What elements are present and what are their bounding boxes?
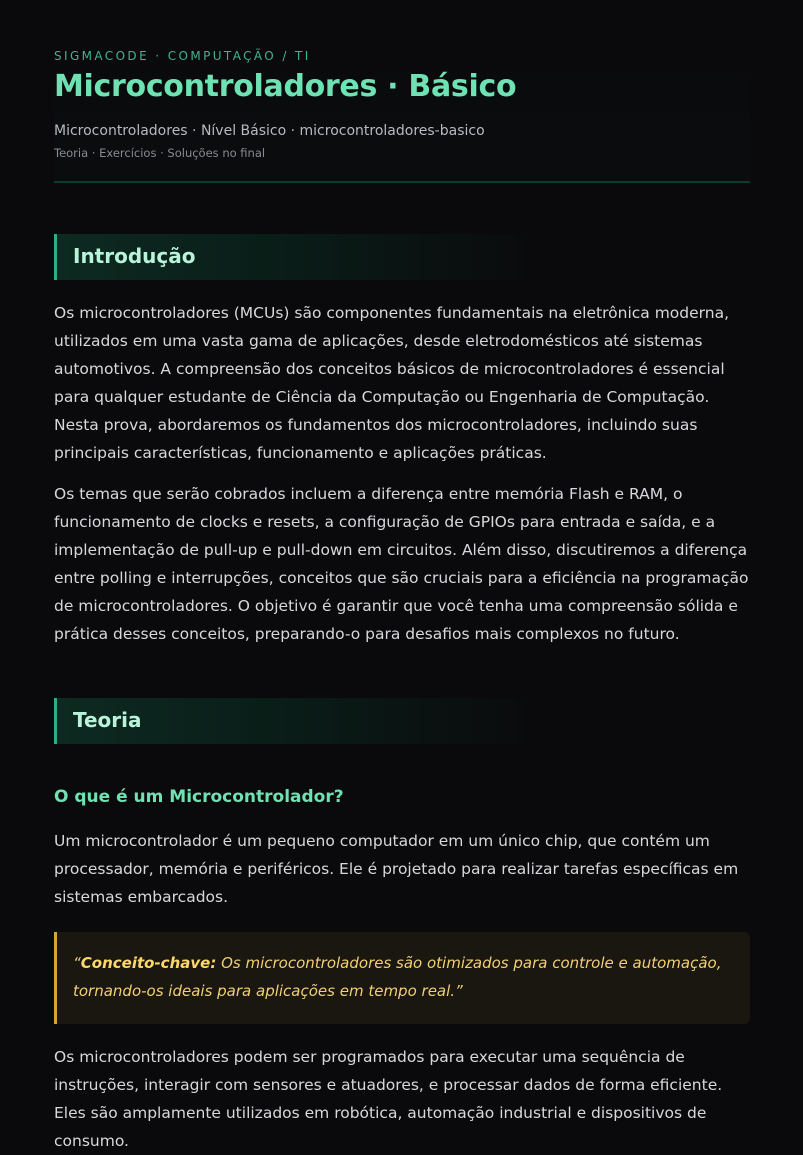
section-header-teoria — [54, 698, 534, 744]
callout-close-quote: ” — [455, 982, 463, 1000]
callout-open-quote: “ — [73, 954, 81, 972]
page-meta: Teoria · Exercícios · Soluções no final — [54, 146, 266, 160]
document-header — [54, 40, 750, 183]
key-concept-callout — [54, 932, 750, 1024]
intro-paragraph-2: Os temas que serão cobrados incluem a diferença entre memória Flash e RAM, o funcionamento de clocks e resets, a configuração de GPIOs para entrada e saída, e a implementação de pull-up e pull-down em circuitos. Além disso, discutiremos a diferença entre polling e interrupções, conceitos que são cruciais para a eficiência na programação de microcontroladores. O objetivo é garantir que você tenha uma compreensão sólida e prática desses conceitos, preparando-o para desafios mais complexos no futuro. — [54, 485, 749, 643]
theory-paragraph-2: Os microcontroladores podem ser programados para executar uma sequência de instruções, interagir com sensores e atuadores, e processar dados de forma eficiente. Eles são amplamente utilizados em robótica, automação industrial e dispositivos de consumo. — [54, 1048, 723, 1150]
kicker-label: SIGMACODE · COMPUTAÇÃO / TI — [54, 49, 311, 63]
section-title-teoria: Teoria — [73, 708, 142, 732]
page-title: Microcontroladores · Básico — [54, 69, 517, 104]
theory-paragraph-1: Um microcontrolador é um pequeno computador em um único chip, que contém um processador, memória e periféricos. Ele é projetado para realizar tarefas específicas em sistemas embarcados. — [54, 832, 739, 906]
page-subtitle: Microcontroladores · Nível Básico · microcontroladores-basico — [54, 123, 485, 139]
section-header-introducao — [54, 234, 534, 280]
section-title-introducao: Introdução — [73, 244, 196, 268]
callout-text: Os microcontroladores são otimizados para controle e automação, tornando-os ideais para aplicações em tempo real. — [73, 954, 722, 1000]
intro-paragraph-1: Os microcontroladores (MCUs) são componentes fundamentais na eletrônica moderna, utilizados em uma vasta gama de aplicações, desde eletrodomésticos até sistemas automotivos. A compreensão dos conceitos básicos de microcontroladores é essencial para qualquer estudante de Ciência da Computação ou Engenharia de Computação. Nesta prova, abordaremos os fundamentos dos microcontroladores, incluindo suas principais características, funcionamento e aplicações práticas. — [54, 304, 729, 462]
subsection-title: O que é um Microcontrolador? — [54, 787, 344, 807]
callout-label: Conceito-chave: — [80, 954, 217, 972]
